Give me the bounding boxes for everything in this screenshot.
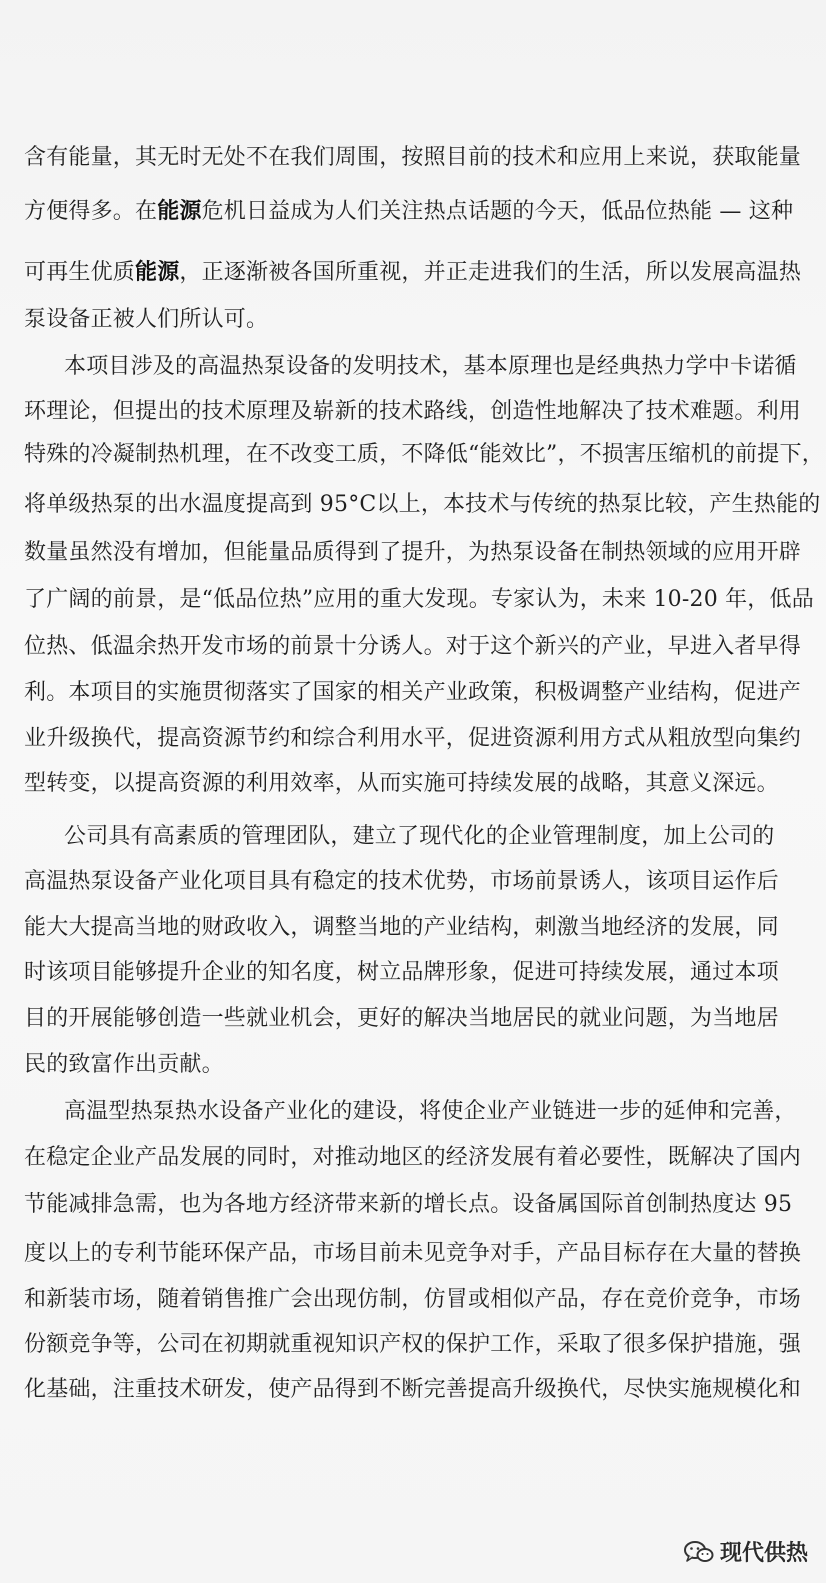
text-line-23: 节能减排急需，也为各地方经济带来新的增长点。设备属国际首创制热度达 95 (24, 1192, 793, 1217)
paragraph-2-start: 本项目涉及的高温热泵设备的发明技术，基本原理也是经典热力学中卡诺循 (64, 354, 797, 379)
text-line-7: 特殊的冷凝制热机理，在不改变工质，不降低“能效比”，不损害压缩机的前提下， (24, 442, 824, 467)
text-line-27: 化基础，注重技术研发，使产品得到不断完善提高升级换代，尽快实施规模化和 (24, 1377, 802, 1402)
text-line-9: 数量虽然没有增加，但能量品质得到了提升，为热泵设备在制热领域的应用开辟 (24, 540, 802, 565)
text-line-6: 环理论，但提出的技术原理及崭新的技术路线，创造性地解决了技术难题。利用 (24, 399, 802, 424)
text-line-17: 能大大提高当地的财政收入，调整当地的产业结构，刺激当地经济的发展，同 (24, 915, 779, 940)
watermark (684, 1536, 808, 1567)
text-line-20: 民的致富作出贡献。 (24, 1052, 224, 1077)
text-segment: 可再生优质 (24, 260, 136, 285)
paragraph-3-start: 公司具有高素质的管理团队，建立了现代化的企业管理制度，加上公司的 (64, 824, 775, 849)
text-line-10: 了广阔的前景，是“低品位热”应用的重大发现。专家认为，未来 10-20 年，低品 (24, 587, 814, 612)
text-line-8: 将单级热泵的出水温度提高到 95°C以上，本技术与传统的热泵比较，产生热能的 (24, 492, 821, 517)
watermark-text: 现代供热 (719, 1541, 808, 1566)
highlighted-term: 能源 (135, 259, 180, 285)
text-line-4: 泵设备正被人们所认可。 (24, 307, 269, 332)
text-line-19: 目的开展能够创造一些就业机会，更好的解决当地居民的就业问题，为当地居 (24, 1006, 779, 1031)
wechat-icon (684, 1540, 714, 1564)
text-line-16: 高温热泵设备产业化项目具有稳定的技术优势，市场前景诱人，该项目运作后 (24, 869, 779, 894)
text-line-22: 在稳定企业产品发展的同时，对推动地区的经济发展有着必要性，既解决了国内 (24, 1145, 802, 1170)
text-segment: 危机日益成为人们关注热点话题的今天，低品位热能 — 这种 (201, 199, 794, 224)
text-line-14: 型转变，以提高资源的利用效率，从而实施可持续发展的战略，其意义深远。 (24, 771, 779, 796)
text-line-18: 时该项目能够提升企业的知名度，树立品牌形象，促进可持续发展，通过本项 (24, 960, 779, 985)
text-line-24: 度以上的专利节能环保产品，市场目前未见竞争对手，产品目标存在大量的替换 (24, 1241, 802, 1266)
text-line-1: 含有能量，其无时无处不在我们周围，按照目前的技术和应用上来说，获取能量 (24, 145, 802, 170)
text-segment: ，正逐渐被各国所重视，并正走进我们的生活，所以发展高温热 (179, 260, 802, 285)
text-line-2 (24, 196, 804, 227)
paragraph-4-start: 高温型热泵热水设备产业化的建设，将使企业产业链进一步的延伸和完善， (64, 1099, 797, 1124)
text-line-26: 份额竞争等，公司在初期就重视知识产权的保护工作，采取了很多保护措施，强 (24, 1332, 802, 1357)
text-line-11: 位热、低温余热开发市场的前景十分诱人。对于这个新兴的产业，早进入者早得 (24, 634, 802, 659)
text-line-13: 业升级换代，提高资源节约和综合利用水平，促进资源利用方式从粗放型向集约 (24, 726, 802, 751)
text-segment: 方便得多。在 (24, 199, 158, 224)
highlighted-term: 能源 (157, 198, 202, 224)
text-line-3 (24, 257, 804, 288)
text-line-12: 利。本项目的实施贯彻落实了国家的相关产业政策，积极调整产业结构，促进产 (24, 680, 802, 705)
text-line-25: 和新装市场，随着销售推广会出现仿制，仿冒或相似产品，存在竞价竞争，市场 (24, 1287, 802, 1312)
